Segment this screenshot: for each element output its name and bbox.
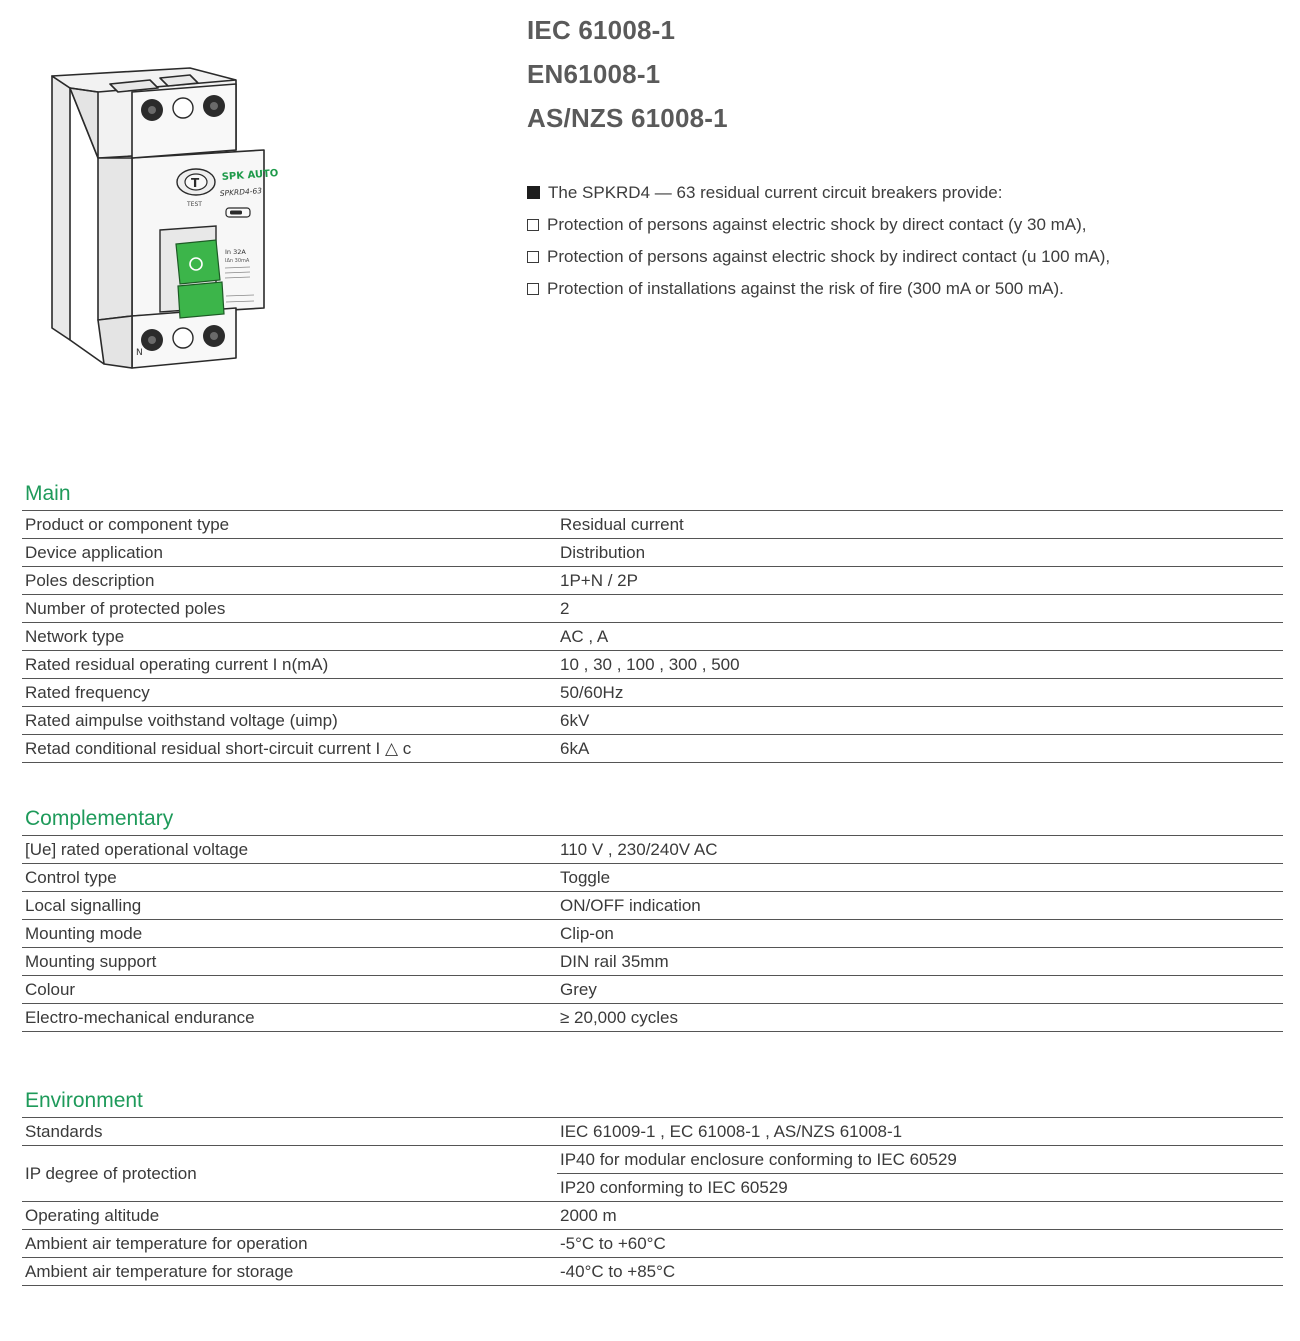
section-environment <box>22 1085 1283 1286</box>
spec-label: Device application <box>22 539 557 567</box>
spec-value: -40°C to +85°C <box>557 1258 1283 1286</box>
table-row <box>22 1258 1283 1286</box>
spec-value: 6kV <box>557 707 1283 735</box>
spec-value: Residual current <box>557 511 1283 539</box>
test-label: TEST <box>187 201 202 208</box>
spec-value: IEC 61009-1 , EC 61008-1 , AS/NZS 61008-1 <box>557 1118 1283 1146</box>
table-row <box>22 976 1283 1004</box>
standards-list <box>527 10 728 142</box>
table-row <box>22 707 1283 735</box>
spec-label: Rated aimpulse voithstand voltage (uimp) <box>22 707 557 735</box>
spec-table-environment <box>22 1118 1283 1286</box>
spec-value: 1P+N / 2P <box>557 567 1283 595</box>
spec-value: 10 , 30 , 100 , 300 , 500 <box>557 651 1283 679</box>
spec-label: IP degree of protection <box>22 1146 557 1202</box>
standard-en: EN61008-1 <box>527 59 661 89</box>
spec-label: Poles description <box>22 567 557 595</box>
feature-text: Protection of persons against electric shock by indirect contact (u 100 mA), <box>547 247 1111 266</box>
empty-square-icon <box>527 251 539 263</box>
spec-value: 50/60Hz <box>557 679 1283 707</box>
standard-asnzs: AS/NZS 61008-1 <box>527 103 728 133</box>
table-row <box>22 511 1283 539</box>
empty-square-icon <box>527 283 539 295</box>
model-label: SPKRD4-63 <box>219 186 263 198</box>
section-title-complementary: Complementary <box>22 803 1283 836</box>
table-row <box>22 735 1283 763</box>
table-row <box>22 920 1283 948</box>
table-row <box>22 948 1283 976</box>
spec-label: Number of protected poles <box>22 595 557 623</box>
empty-square-icon <box>527 219 539 231</box>
brand-label: SPK AUTO <box>221 168 279 183</box>
spec-table-main <box>22 511 1283 763</box>
section-main <box>22 478 1283 763</box>
spec-label: Local signalling <box>22 892 557 920</box>
table-row <box>22 1146 1283 1174</box>
table-row <box>22 1004 1283 1032</box>
product-image-rccb <box>40 58 280 378</box>
spec-value: ≥ 20,000 cycles <box>557 1004 1283 1032</box>
table-row <box>22 1118 1283 1146</box>
standard-iec: IEC 61008-1 <box>527 15 676 45</box>
spec-value: Grey <box>557 976 1283 1004</box>
filled-square-icon <box>527 186 540 199</box>
svg-text:T: T <box>191 176 200 190</box>
spec-label: Rated residual operating current I n(mA) <box>22 651 557 679</box>
spec-label: Mounting support <box>22 948 557 976</box>
spec-label: Colour <box>22 976 557 1004</box>
spec-label: Standards <box>22 1118 557 1146</box>
spec-value: IP40 for modular enclosure conforming to IEC 60529 <box>557 1146 1283 1174</box>
feature-direct-contact <box>527 210 1287 242</box>
table-row <box>22 679 1283 707</box>
spec-label: Retad conditional residual short-circuit current I △ c <box>22 735 557 763</box>
spec-value: -5°C to +60°C <box>557 1230 1283 1258</box>
sensitivity-label: IΔn 30mA <box>225 258 250 264</box>
spec-value: 110 V , 230/240V AC <box>557 836 1283 864</box>
spec-label: Operating altitude <box>22 1202 557 1230</box>
section-complementary <box>22 803 1283 1032</box>
spec-value: ON/OFF indication <box>557 892 1283 920</box>
feature-fire-risk <box>527 274 1287 306</box>
table-row <box>22 567 1283 595</box>
features-list <box>527 178 1287 306</box>
spec-label: Network type <box>22 623 557 651</box>
section-title-environment: Environment <box>22 1085 1283 1118</box>
table-row <box>22 595 1283 623</box>
spec-label: Rated frequency <box>22 679 557 707</box>
spec-label: Product or component type <box>22 511 557 539</box>
spec-label: Control type <box>22 864 557 892</box>
table-row <box>22 1202 1283 1230</box>
table-row <box>22 1230 1283 1258</box>
spec-value: 2 <box>557 595 1283 623</box>
spec-label: [Ue] rated operational voltage <box>22 836 557 864</box>
spec-value: 6kA <box>557 735 1283 763</box>
spec-table-complementary <box>22 836 1283 1032</box>
neutral-label: N <box>136 348 143 358</box>
feature-indirect-contact <box>527 242 1287 274</box>
table-row <box>22 539 1283 567</box>
spec-label: Ambient air temperature for storage <box>22 1258 557 1286</box>
feature-text: The SPKRD4 — 63 residual current circuit breakers provide: <box>548 183 1003 202</box>
table-row <box>22 892 1283 920</box>
spec-label: Electro-mechanical endurance <box>22 1004 557 1032</box>
spec-label: Ambient air temperature for operation <box>22 1230 557 1258</box>
spec-value: Clip-on <box>557 920 1283 948</box>
feature-intro <box>527 178 1287 210</box>
table-row <box>22 864 1283 892</box>
spec-value: 2000 m <box>557 1202 1283 1230</box>
spec-value: Toggle <box>557 864 1283 892</box>
table-row <box>22 651 1283 679</box>
section-title-main: Main <box>22 478 1283 511</box>
spec-value: AC , A <box>557 623 1283 651</box>
spec-label: Mounting mode <box>22 920 557 948</box>
table-row <box>22 836 1283 864</box>
table-row <box>22 623 1283 651</box>
spec-value: Distribution <box>557 539 1283 567</box>
rating-label: In 32A <box>225 248 246 256</box>
feature-text: Protection of installations against the risk of fire (300 mA or 500 mA). <box>547 279 1064 298</box>
spec-value: IP20 conforming to IEC 60529 <box>557 1174 1283 1202</box>
spec-value: DIN rail 35mm <box>557 948 1283 976</box>
feature-text: Protection of persons against electric shock by direct contact (y 30 mA), <box>547 215 1087 234</box>
